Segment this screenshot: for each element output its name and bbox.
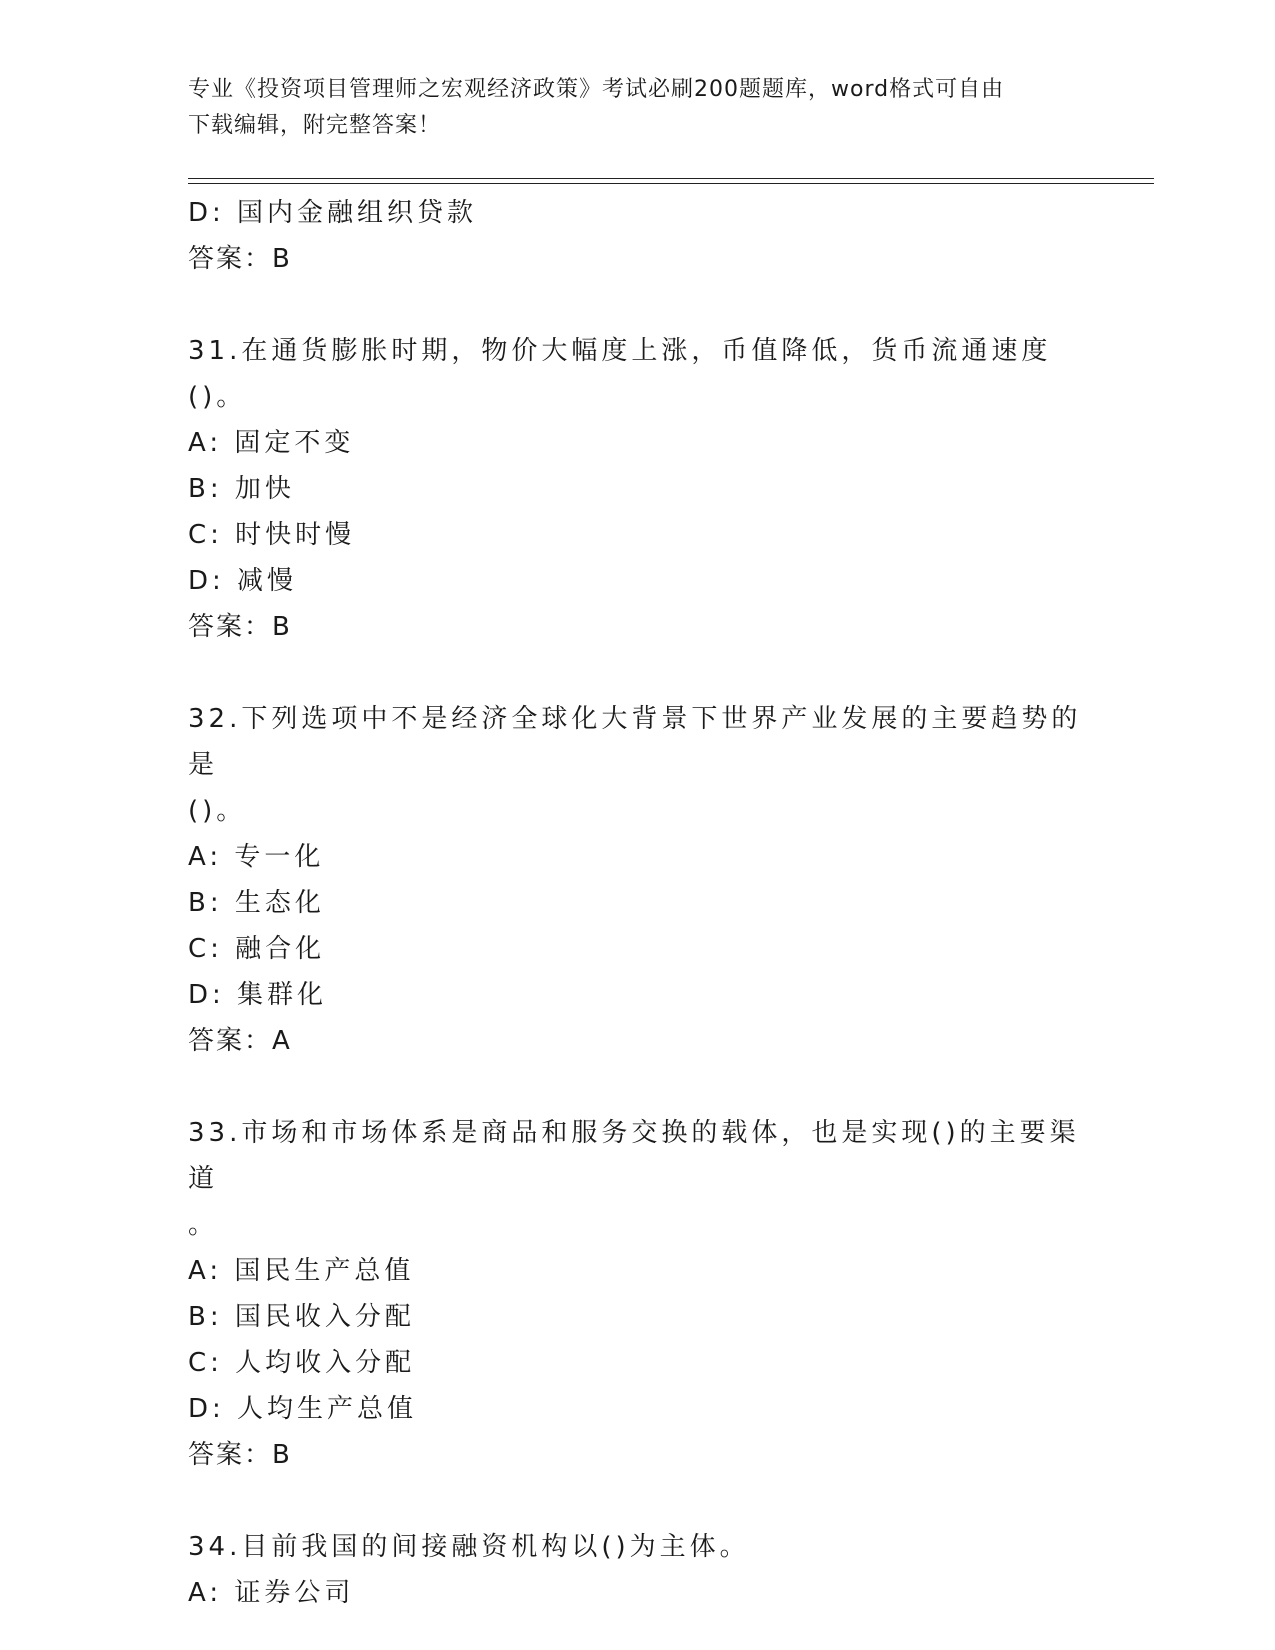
question-34 xyxy=(188,1524,1088,1616)
carryover-question xyxy=(188,190,1088,282)
question-stem: 32.下列选项中不是经济全球化大背景下世界产业发展的主要趋势的是 xyxy=(188,704,1082,780)
question-stem-continued: ()。 xyxy=(188,796,247,826)
question-stem-continued: 。 xyxy=(188,1210,219,1240)
option-b: B: 国民收入分配 xyxy=(188,1302,415,1332)
question-stem: 34.目前我国的间接融资机构以()为主体。 xyxy=(188,1532,750,1562)
answer-line: 答案：A xyxy=(188,1026,292,1056)
question-content xyxy=(188,190,1088,1616)
question-33 xyxy=(188,1110,1088,1478)
header-line-2: 下载编辑，附完整答案！ xyxy=(188,113,442,138)
option-b: B: 加快 xyxy=(188,474,295,504)
option-d: D: 减慢 xyxy=(188,566,298,596)
option-c: C: 融合化 xyxy=(188,934,326,964)
option-a: A: 专一化 xyxy=(188,842,325,872)
answer-line: 答案：B xyxy=(188,1440,292,1470)
answer-line: 答案：B xyxy=(188,612,292,642)
document-header xyxy=(188,72,1088,144)
question-stem: 31.在通货膨胀时期，物价大幅度上涨，币值降低，货币流通速度()。 xyxy=(188,336,1052,412)
header-divider-top xyxy=(188,178,1154,179)
answer-line: 答案：B xyxy=(188,244,292,274)
option-a: A: 国民生产总值 xyxy=(188,1256,415,1286)
option-d: D: 人均生产总值 xyxy=(188,1394,418,1424)
option-c: C: 人均收入分配 xyxy=(188,1348,416,1378)
option-d: D: 国内金融组织贷款 xyxy=(188,198,478,228)
option-d: D: 集群化 xyxy=(188,980,328,1010)
question-32 xyxy=(188,696,1088,1064)
option-b: B: 生态化 xyxy=(188,888,325,918)
question-stem: 33.市场和市场体系是商品和服务交换的载体，也是实现()的主要渠道 xyxy=(188,1118,1080,1194)
option-a: A: 证券公司 xyxy=(188,1578,355,1608)
header-divider-bottom xyxy=(188,183,1154,184)
option-a: A: 固定不变 xyxy=(188,428,355,458)
option-c: C: 时快时慢 xyxy=(188,520,356,550)
header-line-1: 专业《投资项目管理师之宏观经济政策》考试必刷200题题库，word格式可自由 xyxy=(188,77,1005,102)
question-31 xyxy=(188,328,1088,650)
